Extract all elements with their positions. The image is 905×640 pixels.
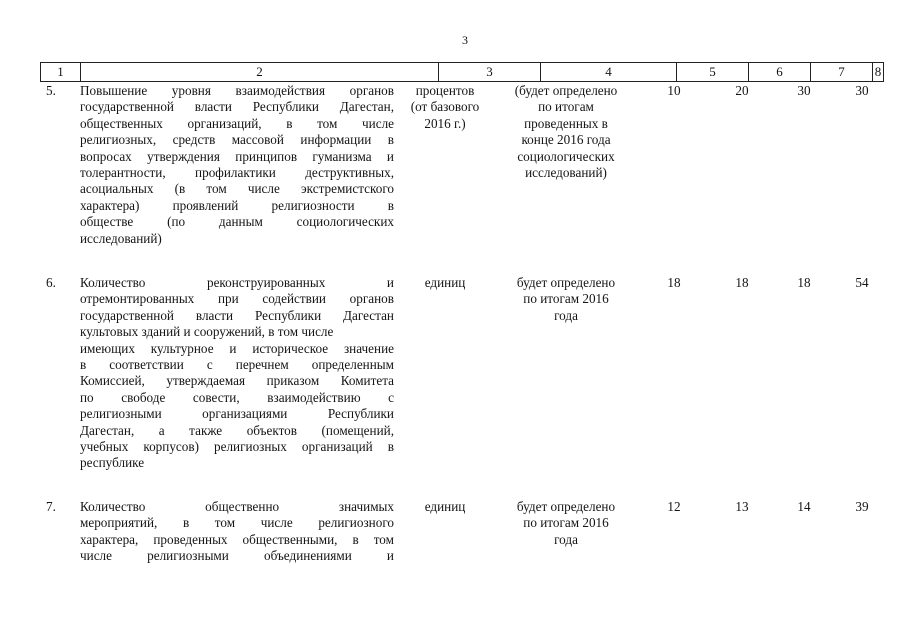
method-line: будет определено	[516, 499, 616, 514]
method-line: по итогам 2016	[523, 291, 609, 307]
header-col-3: 3	[438, 63, 540, 81]
indicator-name-line: государственной власти Республики Дагестан	[80, 307, 394, 323]
method-line: исследований)	[525, 165, 607, 181]
unit-line: (от базового	[410, 99, 480, 115]
baseline-method	[502, 275, 630, 324]
unit-line: 2016 г.)	[424, 115, 466, 131]
unit-line: единиц	[424, 499, 466, 514]
indicator-name-line: Дагестан, а также объектов (помещений,	[80, 422, 394, 438]
indicator-name-line: по свободе совести, взаимодействию с	[80, 389, 394, 405]
baseline-method	[502, 83, 630, 181]
indicator-name-line: обществе (по данным социологических	[80, 214, 394, 230]
header-col-4: 4	[540, 63, 676, 81]
indicator-name-line: религиозными организациями Республики	[80, 406, 394, 422]
unit-of-measure	[398, 499, 492, 515]
method-line: года	[554, 307, 578, 323]
indicator-name-line: вопросах утверждения принципов гуманизма и	[80, 148, 394, 164]
header-col-5: 5	[676, 63, 748, 81]
baseline-method	[502, 499, 630, 548]
indicator-name-line: исследований)	[80, 230, 162, 246]
indicator-name-line: отремонтированных при содействии органов	[80, 291, 394, 307]
indicator-name-line: Комиссией, утверждаемая приказом Комитета	[80, 373, 394, 389]
row-number: 6.	[46, 275, 56, 290]
row-number: 5.	[46, 83, 56, 98]
unit-line: единиц	[424, 275, 466, 290]
method-line: по итогам	[538, 99, 594, 115]
header-col-7: 7	[810, 63, 872, 81]
value-col-8: 30	[855, 83, 869, 98]
indicator-name-line: культовых зданий и сооружений, в том числе	[80, 324, 334, 340]
indicator-name-line: республике	[80, 455, 145, 471]
value-col-8: 39	[855, 499, 869, 514]
indicator-name-line: государственной власти Республики Дагестан,	[80, 99, 394, 115]
indicator-name-line: в соответствии с перечнем определенным	[80, 357, 394, 373]
row-number: 7.	[46, 499, 56, 514]
indicator-name-line: Повышение уровня взаимодействия органов	[80, 83, 394, 98]
value-col-7: 30	[797, 83, 811, 98]
value-col-5: 12	[667, 499, 681, 514]
page-number: 3	[462, 33, 468, 47]
indicator-name-line: общественных организаций, в том числе	[80, 115, 394, 131]
table-header-row	[40, 62, 884, 82]
value-col-6: 20	[735, 83, 749, 98]
method-line: по итогам 2016	[523, 515, 609, 531]
method-line: будет определено	[516, 275, 616, 290]
header-col-2: 2	[80, 63, 438, 81]
value-col-8: 54	[855, 275, 869, 290]
value-col-6: 13	[735, 499, 749, 514]
indicator-name-line: имеющих культурное и историческое значение	[80, 340, 394, 356]
value-col-5: 18	[667, 275, 681, 290]
unit-of-measure	[398, 83, 492, 132]
value-col-6: 18	[735, 275, 749, 290]
method-line: проведенных в	[524, 115, 608, 131]
indicator-name-line: толерантности, профилактики деструктивных,	[80, 165, 394, 181]
value-col-5: 10	[667, 83, 681, 98]
method-line: года	[554, 531, 578, 547]
indicator-name-line: Количество реконструированных и	[80, 275, 394, 290]
indicator-name-line: асоциальных (в том числе экстремистского	[80, 181, 394, 197]
indicator-name	[80, 83, 394, 247]
header-col-6: 6	[748, 63, 810, 81]
indicator-name-line: религиозных, средств массовой информации в	[80, 132, 394, 148]
value-col-7: 14	[797, 499, 811, 514]
header-col-8: 8	[872, 63, 884, 81]
indicator-name-line: числе религиозными объединениями и	[80, 548, 394, 564]
indicator-name-line: характера, проведенных общественными, в том	[80, 531, 394, 547]
value-col-7: 18	[797, 275, 811, 290]
method-line: социологических	[517, 148, 615, 164]
indicator-name	[80, 499, 394, 565]
indicator-name	[80, 275, 394, 472]
unit-line: процентов	[415, 83, 475, 98]
method-line: (будет определено	[514, 83, 618, 98]
header-col-1: 1	[40, 63, 80, 81]
method-line: конце 2016 года	[521, 132, 611, 148]
indicator-name-line: характера) проявлений религиозности в	[80, 197, 394, 213]
indicator-name-line: мероприятий, в том числе религиозного	[80, 515, 394, 531]
unit-of-measure	[398, 275, 492, 291]
indicator-name-line: Количество общественно значимых	[80, 499, 394, 514]
indicator-name-line: учебных корпусов) религиозных организаций в	[80, 439, 394, 455]
